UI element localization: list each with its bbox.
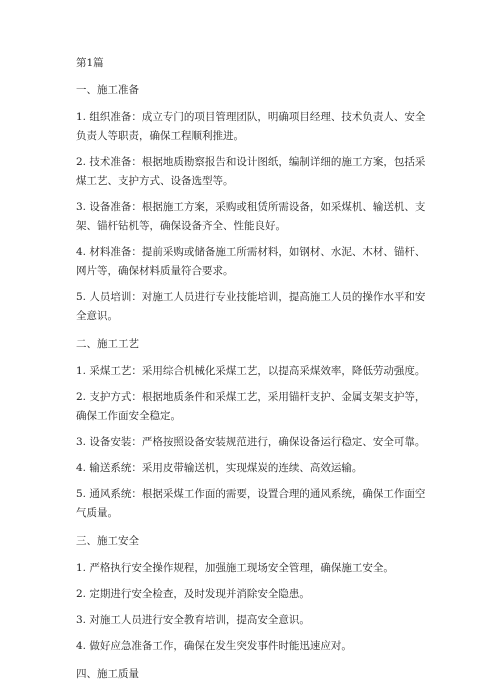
document-body xyxy=(76,54,432,692)
paragraph: 2. 技术准备：根据地质勘察报告和设计图纸，编制详细的施工方案，包括采煤工艺、支护方式、设备选型等。 xyxy=(76,156,426,187)
paragraph: 3. 设备安装：严格按照设备安装规范进行，确保设备运行稳定、安全可靠。 xyxy=(76,436,426,448)
paragraph: 4. 做好应急准备工作，确保在发生突发事件时能迅速应对。 xyxy=(76,640,352,652)
section-heading: 二、施工工艺 xyxy=(76,338,139,350)
paragraph: 5. 人员培训：对施工人员进行专业技能培训，提高施工人员的操作水平和安全意识。 xyxy=(76,291,426,322)
paragraph: 4. 材料准备：提前采购或储备施工所需材料，如钢材、水泥、木材、锚杆、网片等，确保材料质量符合要求。 xyxy=(76,246,426,277)
paragraph: 4. 输送系统：采用皮带输送机，实现煤炭的连续、高效运输。 xyxy=(76,462,363,474)
paragraph: 5. 通风系统：根据采煤工作面的需要，设置合理的通风系统，确保工作面空气质量。 xyxy=(76,488,426,519)
section-heading: 三、施工安全 xyxy=(76,535,139,547)
paragraph: 3. 设备准备：根据施工方案，采购或租赁所需设备，如采煤机、输送机、支架、锚杆钻机等，确保设备齐全、性能良好。 xyxy=(76,201,426,232)
paragraph: 1. 组织准备：成立专门的项目管理团队，明确项目经理、技术负责人、安全负责人等职责，确保工程顺利推进。 xyxy=(76,111,426,142)
paragraph: 1. 严格执行安全操作规程，加强施工现场安全管理，确保施工安全。 xyxy=(76,562,394,574)
paragraph: 3. 对施工人员进行安全教育培训，提高安全意识。 xyxy=(76,614,310,626)
paragraph: 2. 支护方式：根据地质条件和采煤工艺，采用锚杆支护、金属支架支护等，确保工作面安全稳定。 xyxy=(76,391,426,422)
paragraph: 2. 定期进行安全检查，及时发现并消除安全隐患。 xyxy=(76,588,310,600)
section-heading: 一、施工准备 xyxy=(76,84,139,96)
section-heading: 四、施工质量 xyxy=(76,668,139,680)
document-title: 第1篇 xyxy=(76,57,104,69)
paragraph: 1. 采煤工艺：采用综合机械化采煤工艺，以提高采煤效率，降低劳动强度。 xyxy=(76,365,426,377)
